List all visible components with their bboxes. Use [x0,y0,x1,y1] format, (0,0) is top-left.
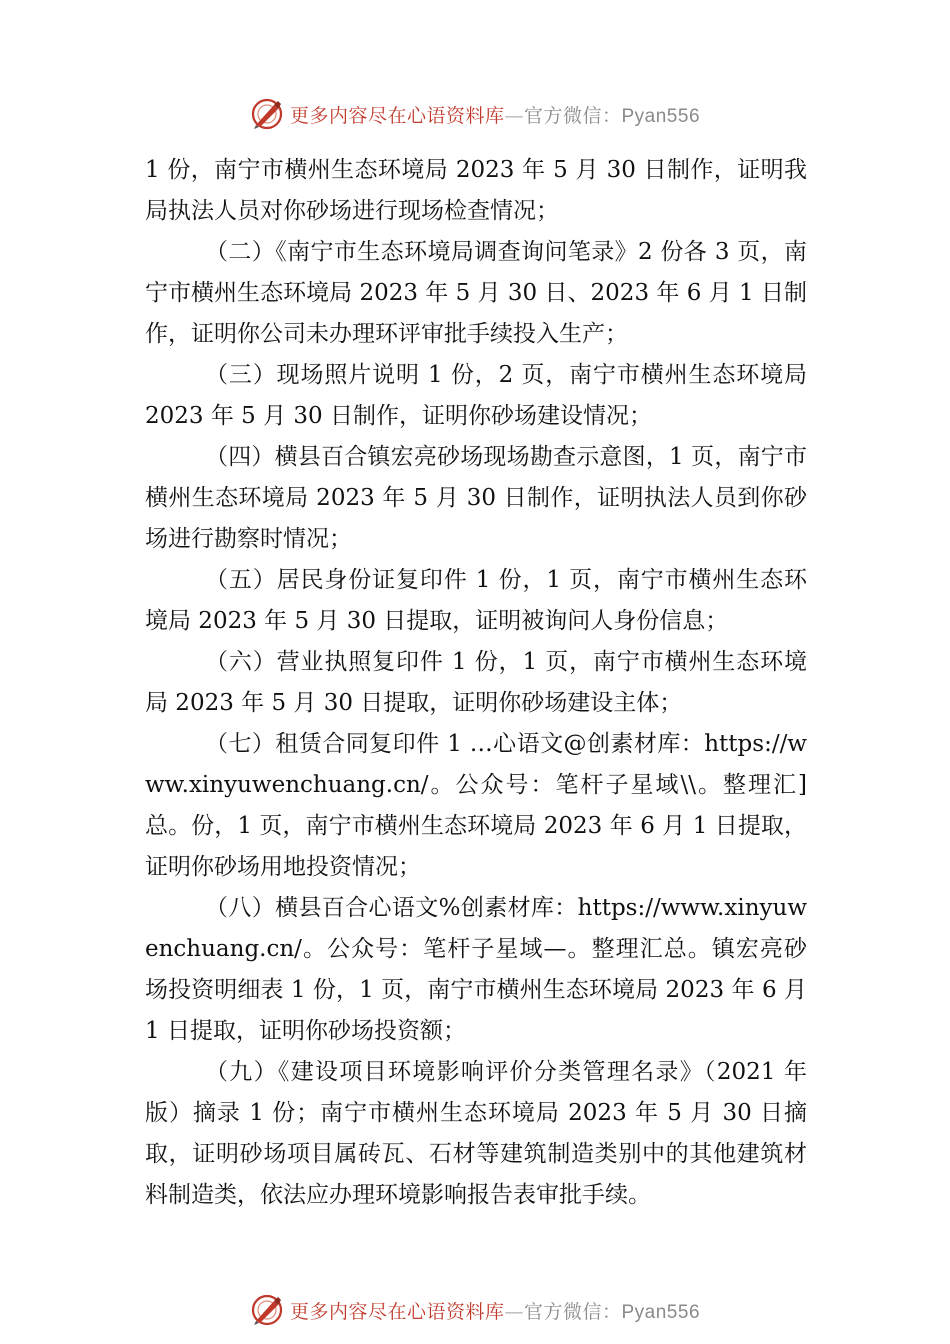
header-brand: 更多内容尽在心语资料库 [289,104,505,127]
paragraph-7: （七）租赁合同复印件 1 …心语文@创素材库：https://www.xinyuwenchuang.cn/。公众号：笔杆子星域\\。整理汇]总。份，1 页，南宁市横州生态环境局 2023 年 6 月 1 日提取，证明你砂场用地投资情况； [145,731,807,880]
pen-logo-icon [250,97,284,131]
paragraph-3: （三）现场照片说明 1 份，2 页，南宁市横州生态环境局 2023 年 5 月 30 日制作，证明你砂场建设情况； [145,362,807,429]
footer-separator: — [504,1300,524,1323]
footer-wechat-id: Pyan556 [621,1301,701,1323]
header-banner [0,94,950,134]
paragraph-5: （五）居民身份证复印件 1 份，1 页，南宁市横州生态环境局 2023 年 5 月 30 日提取，证明被询问人身份信息； [145,567,807,634]
header-text [290,101,700,128]
paragraph-2: （二）《南宁市生态环境局调查询问笔录》2 份各 3 页，南宁市横州生态环境局 2023 年 5 月 30 日、2023 年 6 月 1 日制作，证明你公司未办理环评审批手续投入生产； [145,239,807,347]
pen-logo-icon [250,1293,284,1327]
paragraph-4: （四）横县百合镇宏亮砂场现场勘查示意图，1 页，南宁市横州生态环境局 2023 年 5 月 30 日制作，证明执法人员到你砂场进行勘察时情况； [145,444,807,552]
footer-wechat-label: 官方微信： [523,1300,622,1323]
paragraph-9: （九）《建设项目环境影响评价分类管理名录》（2021 年版）摘录 1 份；南宁市横州生态环境局 2023 年 5 月 30 日摘取，证明砂场项目属砖瓦、石材等建筑制造类别中的其他建筑材料制造类，依法应办理环境影响报告表审批手续。 [145,1059,807,1208]
paragraph-8: （八）横县百合心语文%创素材库：https://www.xinyuwenchuang.cn/。公众号：笔杆子星域—。整理汇总。镇宏亮砂场投资明细表 1 份，1 页，南宁市横州生态环境局 2023 年 6 月 1 日提取，证明你砂场投资额； [145,895,807,1044]
footer-banner [0,1290,950,1330]
footer-brand: 更多内容尽在心语资料库 [289,1300,505,1323]
header-wechat-id: Pyan556 [621,105,701,127]
header-separator: — [504,104,524,127]
header-wechat-label: 官方微信： [523,104,622,127]
paragraph-6: （六）营业执照复印件 1 份，1 页，南宁市横州生态环境局 2023 年 5 月 30 日提取，证明你砂场建设主体； [145,649,807,716]
footer-text [290,1297,700,1324]
document-body [145,150,807,1216]
paragraph-1: 1 份，南宁市横州生态环境局 2023 年 5 月 30 日制作，证明我局执法人员对你砂场进行现场检查情况； [145,157,807,224]
